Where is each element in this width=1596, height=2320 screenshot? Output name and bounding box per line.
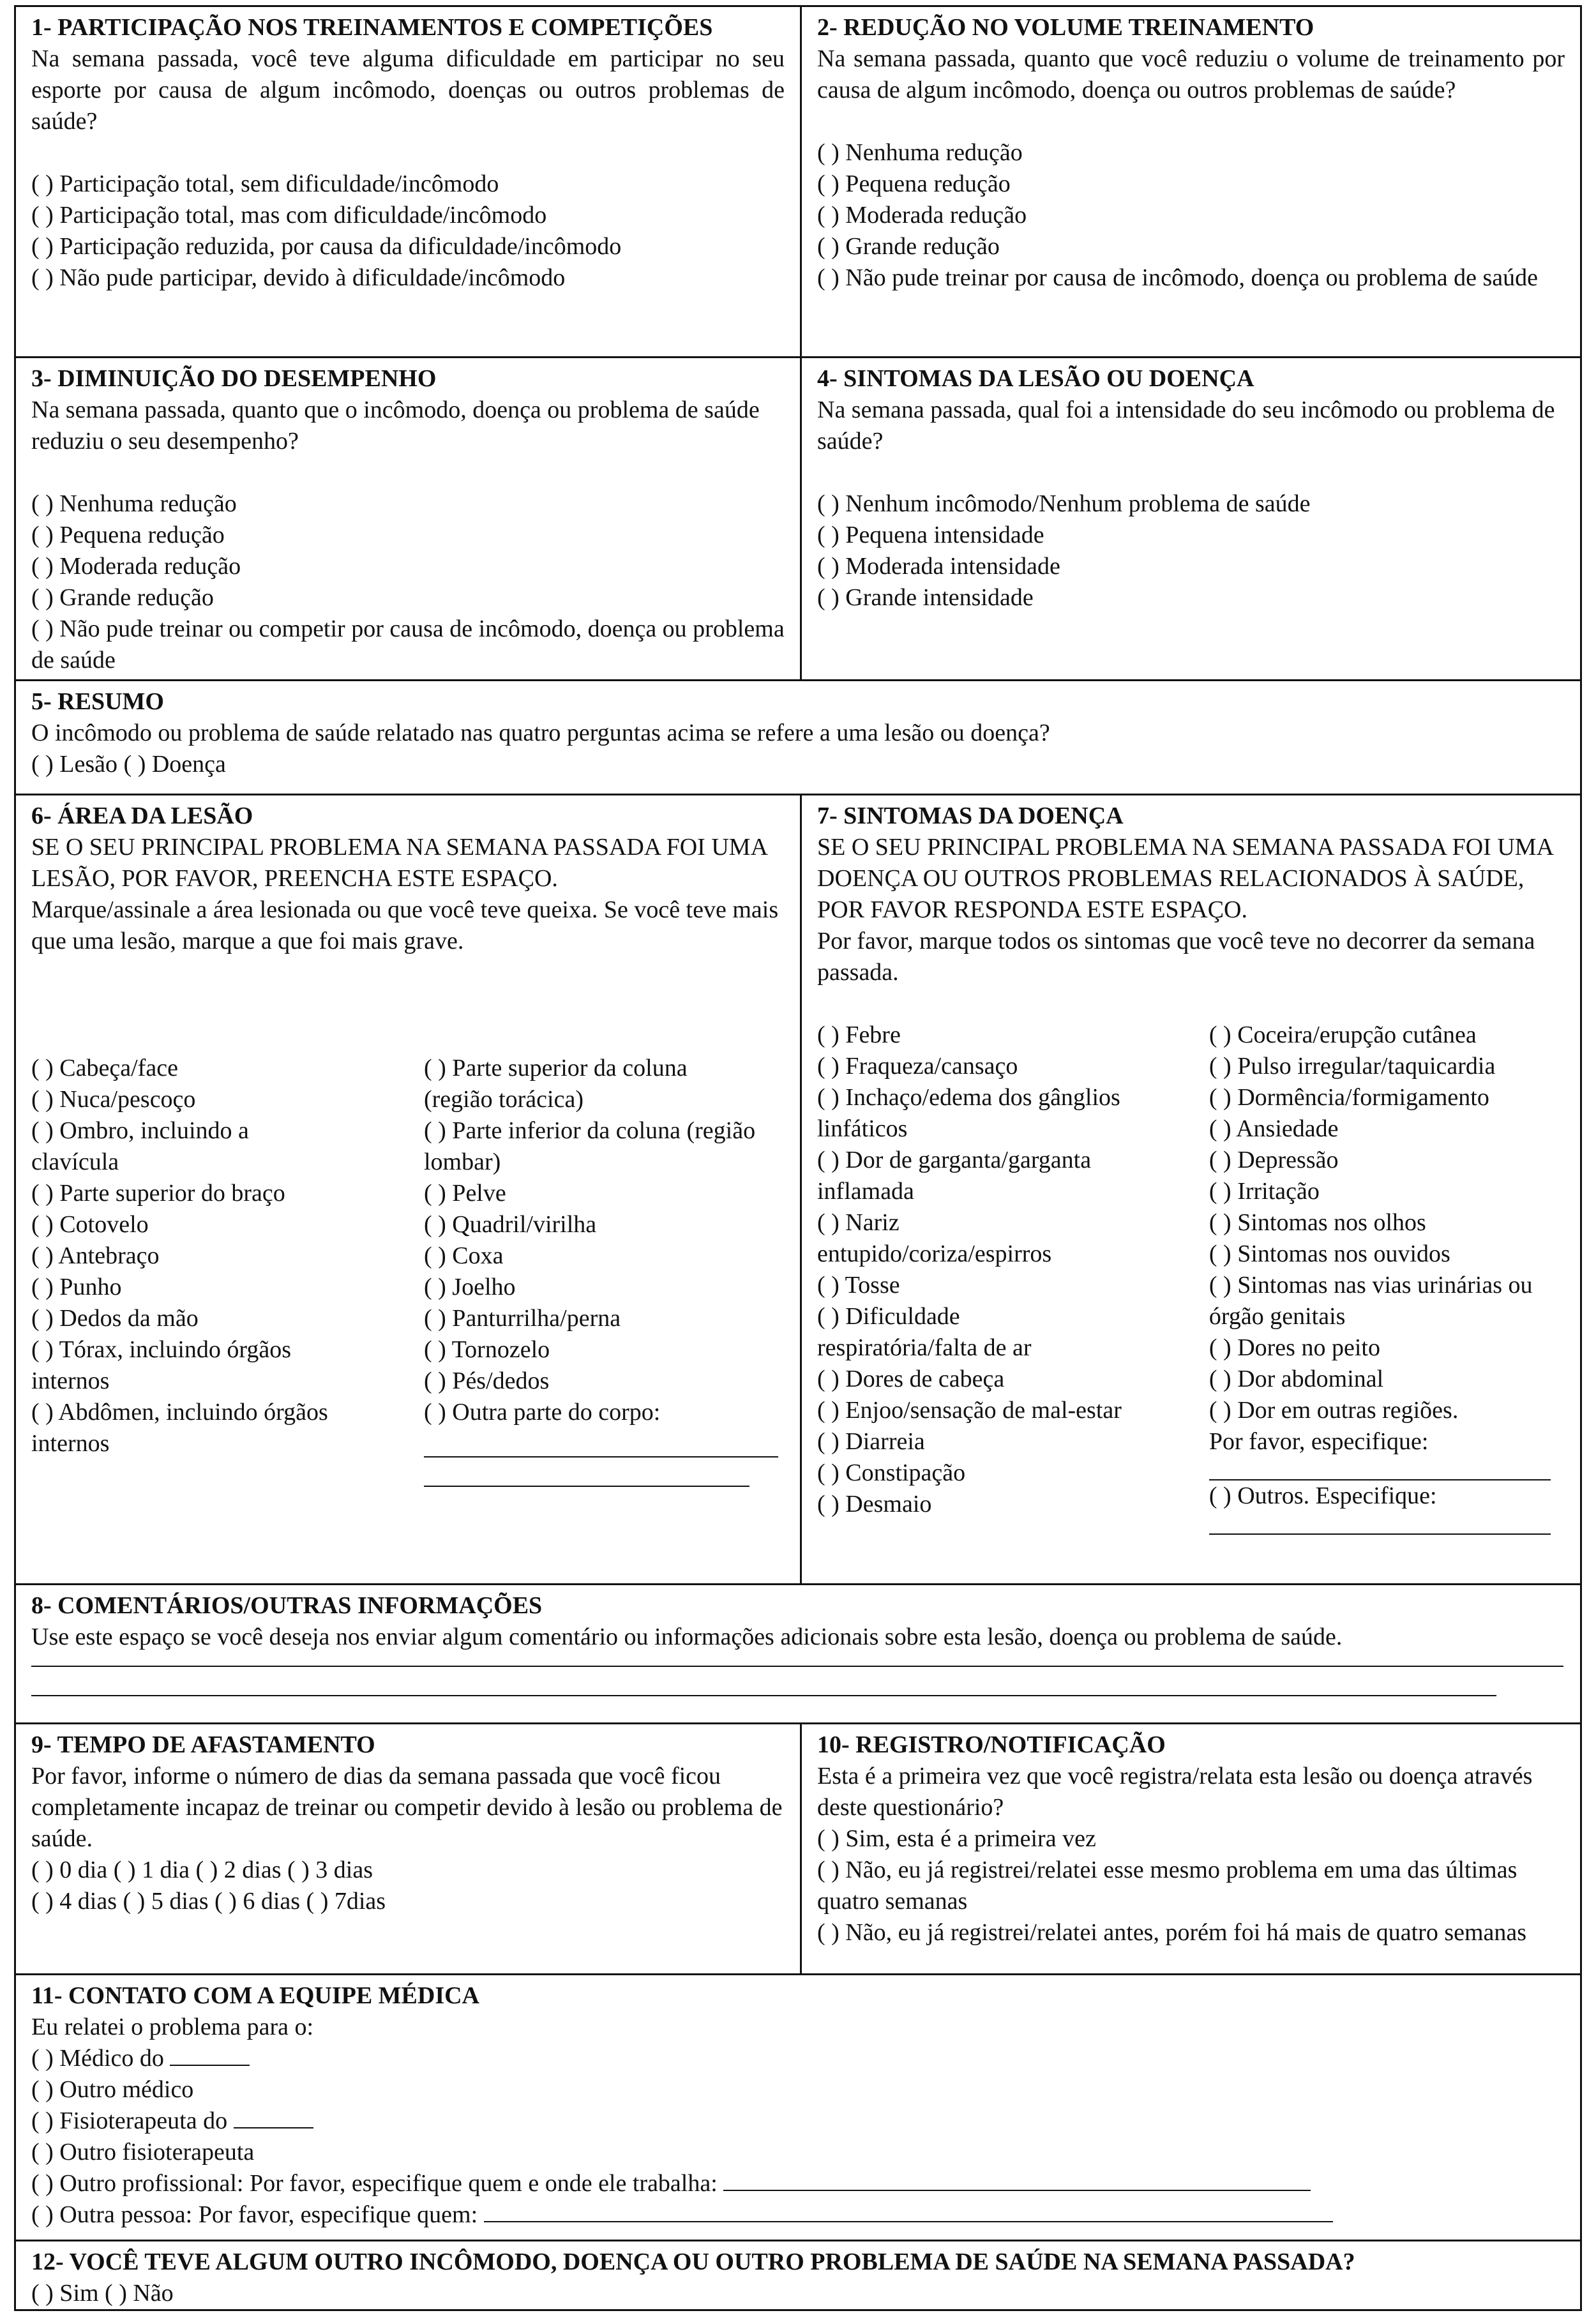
q7-left-option[interactable]: ( ) Enjoo/sensação de mal-estar — [817, 1397, 1122, 1424]
q7-left-option[interactable]: ( ) Dores de cabeça — [817, 1366, 1005, 1392]
q2-option-1[interactable]: ( ) Nenhuma redução — [817, 139, 1023, 166]
q7-left-option[interactable]: ( ) Febre — [817, 1021, 901, 1048]
section-q9-time-loss — [14, 1722, 802, 1975]
q1-title: 1- PARTICIPAÇÃO NOS TREINAMENTOS E COMPETIÇÕES — [31, 14, 713, 41]
q11-question: Eu relatei o problema para o: — [31, 2014, 314, 2040]
q1-option-3[interactable]: ( ) Participação reduzida, por causa da dificuldade/incômodo — [31, 233, 622, 260]
q7-right-option[interactable]: ( ) Sintomas nos olhos — [1208, 1209, 1426, 1236]
q6-right-option[interactable]: ( ) Quadril/virilha — [424, 1211, 597, 1238]
q6-right-option[interactable]: ( ) Coxa — [424, 1242, 504, 1269]
q10-title: 10- REGISTRO/NOTIFICAÇÃO — [817, 1731, 1166, 1758]
q7-left-option[interactable]: ( ) Dificuldade respiratória/falta de ar — [817, 1303, 1032, 1361]
q11-doctor-line[interactable] — [170, 2043, 250, 2066]
q2-option-2[interactable]: ( ) Pequena redução — [817, 170, 1011, 197]
q3-option-3[interactable]: ( ) Moderada redução — [31, 553, 241, 580]
q2-title: 2- REDUÇÃO NO VOLUME TREINAMENTO — [817, 14, 1314, 41]
q11-other-person-line[interactable] — [484, 2199, 1333, 2222]
q6-left-option[interactable]: ( ) Tórax, incluindo órgãos internos — [31, 1336, 292, 1394]
section-q6-injury-area — [14, 794, 802, 1585]
q1-option-2[interactable]: ( ) Participação total, mas com dificuldade/incômodo — [31, 202, 547, 229]
q2-option-3[interactable]: ( ) Moderada redução — [817, 202, 1027, 229]
q7-title: 7- SINTOMAS DA DOENÇA — [817, 802, 1124, 829]
q12-options[interactable]: ( ) Sim ( ) Não — [31, 2280, 174, 2307]
section-q8-comments — [14, 1583, 1582, 1724]
q7-others-line[interactable] — [1209, 1514, 1551, 1535]
q6-right-option[interactable]: ( ) Panturrilha/perna — [424, 1305, 621, 1332]
section-q12-other-problem — [14, 2240, 1582, 2311]
q9-title: 9- TEMPO DE AFASTAMENTO — [31, 1731, 375, 1758]
q7-left-option[interactable]: ( ) Constipação — [817, 1459, 966, 1486]
q2-option-5[interactable]: ( ) Não pude treinar por causa de incômodo, doença ou problema de saúde — [817, 264, 1539, 291]
q6-right-option[interactable]: ( ) Joelho — [424, 1274, 516, 1300]
q7-right-option[interactable]: ( ) Depressão — [1208, 1147, 1339, 1173]
section-q5-summary — [14, 679, 1582, 795]
q2-question: Na semana passada, quanto que você reduziu o volume de treinamento por causa de algum incômodo, doença ou outros problemas de saúde? — [817, 45, 1565, 103]
section-q2-training-volume — [800, 5, 1582, 358]
q7-right-option[interactable]: ( ) Dormência/formigamento — [1208, 1084, 1489, 1111]
q9-days-row-2[interactable]: ( ) 4 dias ( ) 5 dias ( ) 6 dias ( ) 7dias — [31, 1888, 386, 1915]
q4-question: Na semana passada, qual foi a intensidade do seu incômodo ou problema de saúde? — [817, 396, 1555, 455]
q7-left-option[interactable]: ( ) Tosse — [817, 1272, 900, 1299]
q11-physio-line[interactable] — [234, 2105, 313, 2128]
q7-right-option[interactable]: ( ) Sintomas nas vias urinárias ou órgão genitais — [1208, 1272, 1533, 1330]
q6-left-option[interactable]: ( ) Nuca/pescoço — [31, 1086, 196, 1113]
q3-option-1[interactable]: ( ) Nenhuma redução — [31, 490, 237, 517]
q4-option-1[interactable]: ( ) Nenhum incômodo/Nenhum problema de saúde — [817, 490, 1311, 517]
q6-other-body-part-line-2[interactable] — [424, 1460, 749, 1487]
q1-option-4[interactable]: ( ) Não pude participar, devido à dificuldade/incômodo — [31, 264, 566, 291]
q9-days-row-1[interactable]: ( ) 0 dia ( ) 1 dia ( ) 2 dias ( ) 3 dias — [31, 1857, 373, 1883]
q8-comment-line-2[interactable] — [31, 1667, 1496, 1696]
q6-right-option[interactable]: ( ) Pés/dedos — [424, 1367, 550, 1394]
q6-right-option[interactable]: ( ) Parte superior da coluna (região torácica) — [424, 1055, 688, 1113]
q6-instruction: SE O SEU PRINCIPAL PROBLEMA NA SEMANA PASSADA FOI UMA LESÃO, POR FAVOR, PREENCHA ESTE ESPAÇO. — [31, 834, 767, 892]
q3-question: Na semana passada, quanto que o incômodo, doença ou problema de saúde reduziu o seu desempenho? — [31, 396, 760, 455]
q6-left-option[interactable]: ( ) Abdômen, incluindo órgãos internos — [31, 1399, 328, 1457]
q3-option-5[interactable]: ( ) Não pude treinar ou competir por causa de incômodo, doença ou problema de saúde — [31, 615, 785, 674]
q5-title: 5- RESUMO — [31, 688, 164, 715]
q11-option-other-person[interactable]: ( ) Outra pessoa: Por favor, especifique quem: — [31, 2201, 478, 2228]
section-q11-medical-contact — [14, 1973, 1582, 2241]
q7-right-option[interactable]: ( ) Dor abdominal — [1208, 1366, 1384, 1392]
q6-question: Marque/assinale a área lesionada ou que você teve queixa. Se você teve mais que uma lesão, marque a que foi mais grave. — [31, 896, 779, 954]
q11-option-other-physio[interactable]: ( ) Outro fisioterapeuta — [31, 2139, 255, 2166]
q4-option-3[interactable]: ( ) Moderada intensidade — [817, 553, 1060, 580]
q8-question: Use este espaço se você deseja nos enviar algum comentário ou informações adicionais sobre esta lesão, doença ou problema de saúde. — [31, 1623, 1343, 1650]
q8-comment-line-1[interactable] — [31, 1653, 1563, 1667]
q8-title: 8- COMENTÁRIOS/OUTRAS INFORMAÇÕES — [31, 1592, 543, 1619]
section-q1-participation — [14, 5, 802, 358]
q9-question: Por favor, informe o número de dias da semana passada que você ficou completamente incapaz de treinar ou competir devido à lesão ou problema de saúde. — [31, 1763, 783, 1852]
q6-right-option[interactable]: ( ) Parte inferior da coluna (região lombar) — [424, 1117, 756, 1175]
q11-option-other-professional[interactable]: ( ) Outro profissional: Por favor, especifique quem e onde ele trabalha: — [31, 2170, 718, 2197]
q7-right-option[interactable]: ( ) Sintomas nos ouvidos — [1208, 1240, 1450, 1267]
q1-question: Na semana passada, você teve alguma dificuldade em participar no seu esporte por causa de algum incômodo, doenças ou outros problemas de saúde? — [31, 45, 785, 135]
q6-right-option[interactable]: ( ) Tornozelo — [424, 1336, 550, 1363]
q7-instruction: SE O SEU PRINCIPAL PROBLEMA NA SEMANA PASSADA FOI UMA DOENÇA OU OUTROS PROBLEMAS RELACIONADOS À SAÚDE, POR FAVOR RESPONDA ESTE ESPAÇO. — [817, 834, 1553, 923]
q6-other-body-part-line-1[interactable] — [424, 1431, 778, 1458]
q7-specify-line[interactable] — [1209, 1460, 1551, 1480]
q11-other-professional-line[interactable] — [723, 2168, 1311, 2191]
q7-right-option[interactable]: ( ) Coceira/erupção cutânea — [1208, 1021, 1477, 1048]
q12-title: 12- VOCÊ TEVE ALGUM OUTRO INCÔMODO, DOENÇA OU OUTRO PROBLEMA DE SAÚDE NA SEMANA PASSADA? — [31, 2248, 1355, 2275]
q10-option-3[interactable]: ( ) Não, eu já registrei/relatei antes, porém foi há mais de quatro semanas — [817, 1919, 1527, 1946]
q7-specify-label: Por favor, especifique: — [1208, 1428, 1429, 1455]
q6-right-option[interactable]: ( ) Outra parte do corpo: — [424, 1399, 661, 1426]
section-q10-registration — [800, 1722, 1582, 1975]
q10-question: Esta é a primeira vez que você registra/relata esta lesão ou doença através deste questionário? — [817, 1763, 1533, 1821]
q7-others-option[interactable]: ( ) Outros. Especifique: — [1208, 1482, 1437, 1509]
q7-left-option[interactable]: ( ) Nariz entupido/coriza/espirros — [817, 1209, 1052, 1267]
q7-left-option[interactable]: ( ) Diarreia — [817, 1428, 925, 1455]
q6-left-option[interactable]: ( ) Punho — [31, 1274, 122, 1300]
q6-left-option[interactable]: ( ) Antebraço — [31, 1242, 160, 1269]
q4-option-2[interactable]: ( ) Pequena intensidade — [817, 522, 1044, 548]
q1-option-1[interactable]: ( ) Participação total, sem dificuldade/incômodo — [31, 170, 499, 197]
q7-left-option[interactable]: ( ) Desmaio — [817, 1491, 932, 1518]
section-q4-symptoms — [800, 356, 1582, 681]
q7-right-option[interactable]: ( ) Irritação — [1208, 1178, 1320, 1205]
q6-left-option[interactable]: ( ) Cotovelo — [31, 1211, 149, 1238]
q4-title: 4- SINTOMAS DA LESÃO OU DOENÇA — [817, 365, 1254, 392]
q11-option-doctor[interactable]: ( ) Médico do — [31, 2045, 164, 2072]
q6-title: 6- ÁREA DA LESÃO — [31, 802, 253, 829]
q6-left-option[interactable]: ( ) Dedos da mão — [31, 1305, 199, 1332]
q11-title: 11- CONTATO COM A EQUIPE MÉDICA — [31, 1982, 479, 2009]
q6-left-option[interactable]: ( ) Ombro, incluindo a clavícula — [31, 1117, 249, 1175]
q6-left-option[interactable]: ( ) Parte superior do braço — [31, 1180, 285, 1207]
q2-option-4[interactable]: ( ) Grande redução — [817, 233, 1000, 260]
q7-right-option[interactable]: ( ) Dor em outras regiões. — [1208, 1397, 1459, 1424]
q11-option-physio[interactable]: ( ) Fisioterapeuta do — [31, 2107, 228, 2134]
q4-option-4[interactable]: ( ) Grande intensidade — [817, 584, 1034, 611]
q3-title: 3- DIMINUIÇÃO DO DESEMPENHO — [31, 365, 437, 392]
q10-option-2[interactable]: ( ) Não, eu já registrei/relatei esse mesmo problema em uma das últimas quatro semanas — [817, 1857, 1517, 1915]
q7-right-option[interactable]: ( ) Ansiedade — [1208, 1115, 1339, 1142]
q7-right-option[interactable]: ( ) Dores no peito — [1208, 1334, 1380, 1361]
q5-options[interactable]: ( ) Lesão ( ) Doença — [31, 751, 226, 778]
q7-left-option[interactable]: ( ) Fraqueza/cansaço — [817, 1053, 1018, 1080]
q7-left-option[interactable]: ( ) Inchaço/edema dos gânglios linfáticos — [817, 1084, 1120, 1142]
q6-right-option[interactable]: ( ) Pelve — [424, 1180, 506, 1207]
q3-option-2[interactable]: ( ) Pequena redução — [31, 522, 225, 548]
q7-left-option[interactable]: ( ) Dor de garganta/garganta inflamada — [817, 1147, 1092, 1205]
q10-option-1[interactable]: ( ) Sim, esta é a primeira vez — [817, 1825, 1096, 1852]
q7-question: Por favor, marque todos os sintomas que você teve no decorrer da semana passada. — [817, 928, 1535, 986]
section-q7-illness-symptoms — [800, 794, 1582, 1585]
q6-left-option[interactable]: ( ) Cabeça/face — [31, 1055, 178, 1081]
q5-question: O incômodo ou problema de saúde relatado nas quatro perguntas acima se refere a uma lesão ou doença? — [31, 719, 1050, 746]
q3-option-4[interactable]: ( ) Grande redução — [31, 584, 214, 611]
q11-option-other-doctor[interactable]: ( ) Outro médico — [31, 2076, 194, 2103]
section-q3-performance — [14, 356, 802, 681]
q7-right-option[interactable]: ( ) Pulso irregular/taquicardia — [1208, 1053, 1496, 1080]
